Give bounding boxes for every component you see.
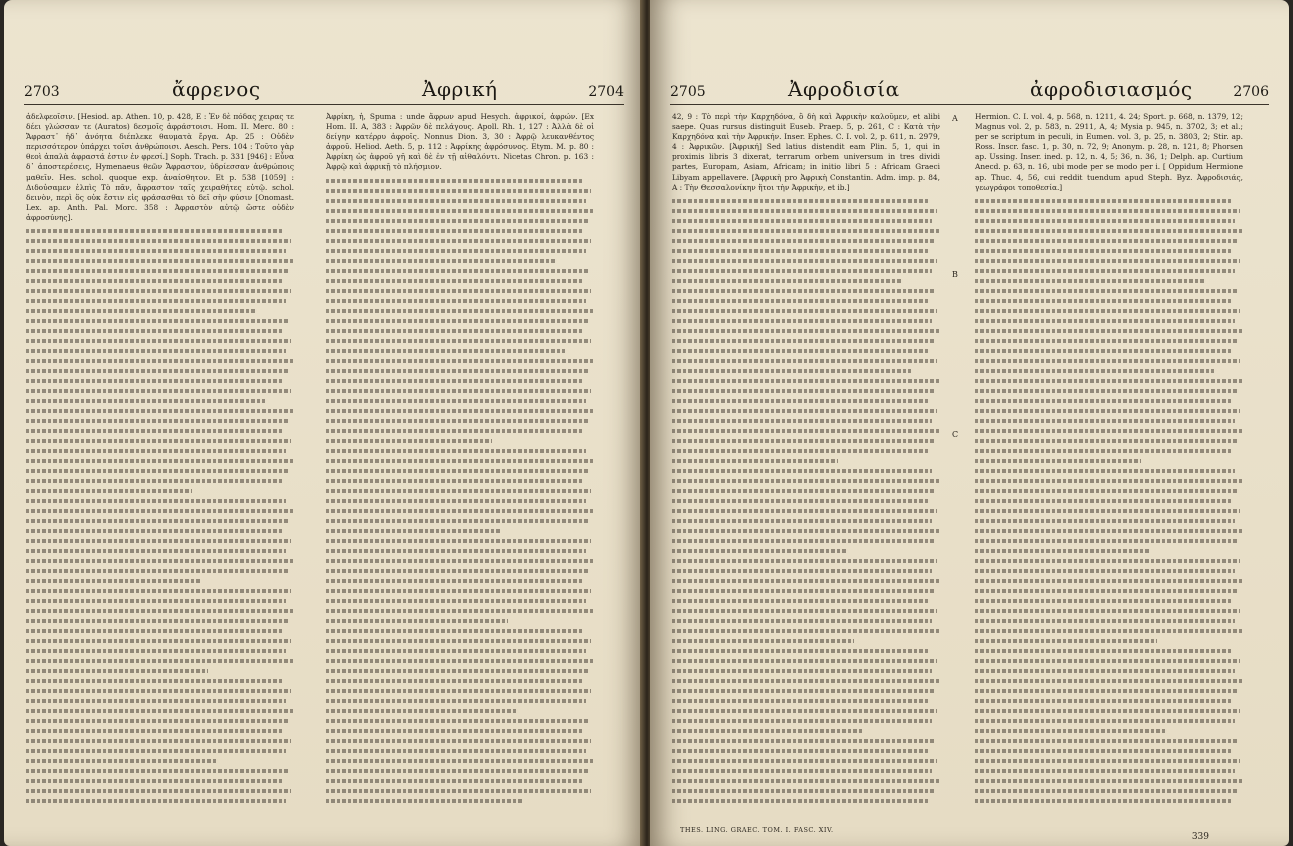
column-filler-lines (975, 199, 1243, 803)
text-line-placeholder (326, 649, 586, 653)
text-line-placeholder (975, 349, 1232, 353)
text-line-placeholder (672, 699, 929, 703)
text-line-placeholder (326, 339, 591, 343)
text-line-placeholder (26, 249, 286, 253)
text-line-placeholder (975, 479, 1243, 483)
text-line-placeholder (975, 579, 1243, 583)
text-line-placeholder (975, 629, 1243, 633)
text-line-placeholder (672, 269, 932, 273)
text-line-placeholder (975, 649, 1232, 653)
text-line-placeholder (326, 249, 586, 253)
text-line-placeholder (326, 259, 556, 263)
text-line-placeholder (326, 309, 594, 313)
text-line-placeholder (326, 749, 586, 753)
text-line-placeholder (975, 559, 1240, 563)
text-line-placeholder (26, 539, 291, 543)
text-line-placeholder (672, 739, 935, 743)
text-line-placeholder (326, 739, 591, 743)
text-line-placeholder (975, 449, 1232, 453)
text-line-placeholder (26, 609, 294, 613)
text-line-placeholder (26, 359, 294, 363)
text-line-placeholder (975, 529, 1243, 533)
text-line-placeholder (26, 669, 208, 673)
text-line-placeholder (26, 709, 294, 713)
column-filler-lines (26, 229, 294, 803)
text-line-placeholder (975, 619, 1235, 623)
text-line-placeholder (975, 489, 1238, 493)
text-line-placeholder (26, 519, 289, 523)
text-line-placeholder (326, 669, 589, 673)
text-line-placeholder (975, 369, 1214, 373)
text-line-placeholder (975, 219, 1235, 223)
text-line-placeholder (975, 719, 1235, 723)
text-line-placeholder (975, 749, 1232, 753)
text-line-placeholder (26, 699, 286, 703)
text-line-placeholder (975, 699, 1232, 703)
column-text: ἀδελφεοῖσιν. [Hesiod. ap. Athen. 10, p. 428, E : Ἐν δὲ πόδας χειρας τε δέει γλώσσαν τε (Auratos) δεσμοῖς ἀφράστοισι. Hom. II. Merc. 80 : Ἄφραστ᾽ ἠδ᾽ ἀνόητα διέπλεκε θαυματὰ ἔργα. Ap. 25 : Οὐδὲν περισσότερον ὑπάρχει τοῖσι ἀνθρώποισι. Aesch. Pers. 104 : Τοῦτο γὰρ θεοὶ ἀπαλὰ ἀφραστά ἐστιν ἐν φρεσί.] Soph. Trach. p. 331 [946] : Εὖνα δ᾽ ἀποστερέσεις, Hymenaeus θεῶν Ἄφραστον, ὑδρίεσσαν ἀνθρώποις μαθεῖν. Hes. schol. quoque exp. ἀναίσθητον. Et p. 538 [1059] : Διδοὐσαμεν ἐλπὶς Τὸ πᾶν, ἄφραστον ταῖς χειραθήτες εὐτῷ. schol. δεινὸν, περὶ ὅς οὐκ ἔστιν εἰς φράσασθαι τὸ δεῖ σὴν φύσιν [Onomast. Lex. ap. Anth. Pal. Morc. 358 : Ἀφραστὸν αὐτῷ ὥστε οὐδὲν ἀφροσύνης]. (26, 112, 294, 222)
text-line-placeholder (26, 409, 294, 413)
text-line-placeholder (975, 599, 1232, 603)
text-line-placeholder (326, 569, 589, 573)
text-line-placeholder (326, 689, 591, 693)
text-line-placeholder (26, 529, 283, 533)
text-line-placeholder (672, 259, 937, 263)
text-line-placeholder (26, 619, 289, 623)
section-marker: C (952, 430, 959, 439)
text-line-placeholder (672, 599, 929, 603)
text-line-placeholder (975, 659, 1240, 663)
text-line-placeholder (975, 799, 1232, 803)
text-line-placeholder (26, 399, 265, 403)
text-line-placeholder (26, 439, 291, 443)
text-line-placeholder (26, 229, 283, 233)
text-line-placeholder (26, 389, 291, 393)
text-line-placeholder (326, 179, 583, 183)
text-line-placeholder (326, 379, 583, 383)
text-line-placeholder (672, 469, 932, 473)
text-line-placeholder (326, 439, 492, 443)
text-line-placeholder (26, 279, 283, 283)
left-page-header (24, 78, 624, 105)
text-line-placeholder (326, 549, 586, 553)
text-line-placeholder (975, 769, 1235, 773)
text-line-placeholder (672, 389, 935, 393)
page-number-right: 2706 (1233, 84, 1269, 100)
text-line-placeholder (672, 479, 940, 483)
text-line-placeholder (26, 799, 286, 803)
text-line-placeholder (326, 619, 508, 623)
text-line-placeholder (975, 329, 1243, 333)
text-line-placeholder (326, 579, 583, 583)
text-line-placeholder (26, 759, 216, 763)
text-line-placeholder (672, 589, 935, 593)
text-line-placeholder (672, 769, 932, 773)
text-line-placeholder (672, 309, 937, 313)
text-line-placeholder (975, 549, 1149, 553)
text-line-placeholder (975, 299, 1232, 303)
text-line-placeholder (326, 629, 583, 633)
text-line-placeholder (326, 419, 589, 423)
text-line-placeholder (975, 459, 1141, 463)
text-line-placeholder (672, 559, 937, 563)
text-line-placeholder (975, 779, 1243, 783)
text-line-placeholder (672, 439, 935, 443)
column-text: 42, 9 : Τὸ περὶ τὴν Καρχηδόνα, ὃ δὴ καὶ Ἀφρικὴν καλοῦμεν, et alibi saepe. Quas rursus distinguit Euseb. Praep. 5, p. 261, C : Κατὰ τὴν Καρχηδόνα καὶ τὴν Ἀφρικήν. Inser. Ephes. C. I. vol. 2, p. 611, n. 2979, 4 : Ἀφρικῶν. [Ἀφρική] Sed latius distendit eam Plin. 5, 1, qui in proximis libris 3 dixerat, terrarum orbem universum in tres dividi partes, Europam, Asiam, Africam; in initio libri 5 : Africam Graeci Libyam appellavere. [Ἀφρικὴ pro Ἀφρικὴ Constantin. Adm. imp. p. 84, A : Τὴν Θεσσαλονίκην ἥτοι τὴν Ἀφρικὴν, et ib.] (672, 112, 940, 192)
text-line-placeholder (26, 739, 291, 743)
text-line-placeholder (26, 449, 286, 453)
text-line-placeholder (975, 639, 1157, 643)
text-line-placeholder (672, 229, 940, 233)
text-line-placeholder (975, 429, 1243, 433)
text-line-placeholder (326, 399, 586, 403)
text-line-placeholder (326, 449, 586, 453)
text-line-placeholder (326, 299, 586, 303)
text-line-placeholder (326, 589, 591, 593)
text-line-placeholder (326, 639, 591, 643)
text-line-placeholder (326, 349, 565, 353)
text-line-placeholder (326, 359, 594, 363)
text-line-placeholder (975, 289, 1238, 293)
text-line-placeholder (26, 639, 291, 643)
text-line-placeholder (326, 319, 589, 323)
text-line-placeholder (26, 309, 256, 313)
text-line-placeholder (975, 759, 1240, 763)
text-line-placeholder (26, 429, 283, 433)
text-line-placeholder (326, 559, 594, 563)
text-line-placeholder (672, 569, 932, 573)
text-line-placeholder (672, 619, 932, 623)
text-line-placeholder (975, 279, 1205, 283)
text-line-placeholder (975, 229, 1243, 233)
text-line-placeholder (326, 699, 586, 703)
text-line-placeholder (26, 349, 286, 353)
text-line-placeholder (672, 669, 932, 673)
text-line-placeholder (26, 569, 289, 573)
text-line-placeholder (672, 789, 935, 793)
column-filler-lines (326, 179, 594, 803)
text-line-placeholder (672, 659, 937, 663)
text-line-placeholder (26, 579, 200, 583)
column-filler-lines (672, 199, 940, 803)
right-column-c (672, 112, 940, 803)
text-line-placeholder (326, 369, 589, 373)
text-line-placeholder (672, 729, 862, 733)
text-line-placeholder (326, 469, 589, 473)
page-number-left: 2705 (670, 84, 706, 100)
text-line-placeholder (672, 359, 937, 363)
text-line-placeholder (975, 269, 1235, 273)
text-line-placeholder (26, 599, 286, 603)
text-line-placeholder (975, 359, 1240, 363)
text-line-placeholder (975, 239, 1238, 243)
text-line-placeholder (326, 459, 594, 463)
text-line-placeholder (326, 769, 589, 773)
text-line-placeholder (26, 659, 294, 663)
text-line-placeholder (672, 399, 929, 403)
text-line-placeholder (326, 599, 586, 603)
page-footer: THES. LING. GRAEC. TOM. I. FASC. XIV. (680, 826, 834, 834)
text-line-placeholder (326, 289, 591, 293)
text-line-placeholder (26, 719, 289, 723)
text-line-placeholder (26, 289, 291, 293)
text-line-placeholder (672, 629, 940, 633)
text-line-placeholder (975, 589, 1238, 593)
text-line-placeholder (672, 379, 940, 383)
text-line-placeholder (672, 539, 935, 543)
text-line-placeholder (326, 269, 589, 273)
text-line-placeholder (975, 409, 1240, 413)
text-line-placeholder (672, 369, 911, 373)
text-line-placeholder (326, 199, 586, 203)
left-column-a (26, 112, 294, 803)
headword-right: Ἀφρική (422, 77, 498, 101)
text-line-placeholder (26, 369, 289, 373)
text-line-placeholder (26, 339, 291, 343)
page-signature: 339 (1191, 832, 1209, 842)
text-line-placeholder (326, 389, 591, 393)
text-line-placeholder (975, 609, 1240, 613)
text-line-placeholder (672, 299, 929, 303)
text-line-placeholder (326, 219, 589, 223)
text-line-placeholder (26, 509, 294, 513)
text-line-placeholder (26, 499, 286, 503)
text-line-placeholder (672, 419, 932, 423)
text-line-placeholder (26, 679, 283, 683)
page-number-right: 2704 (588, 84, 624, 100)
text-line-placeholder (26, 419, 289, 423)
text-line-placeholder (26, 729, 283, 733)
text-line-placeholder (975, 499, 1232, 503)
text-line-placeholder (975, 789, 1238, 793)
text-line-placeholder (672, 509, 937, 513)
text-line-placeholder (26, 329, 283, 333)
text-line-placeholder (672, 799, 929, 803)
text-line-placeholder (26, 489, 192, 493)
text-line-placeholder (26, 459, 294, 463)
text-line-placeholder (326, 489, 591, 493)
text-line-placeholder (672, 339, 935, 343)
text-line-placeholder (326, 519, 589, 523)
text-line-placeholder (326, 499, 586, 503)
text-line-placeholder (672, 579, 940, 583)
text-line-placeholder (672, 549, 846, 553)
text-line-placeholder (326, 529, 500, 533)
text-line-placeholder (672, 219, 932, 223)
left-page (4, 0, 644, 846)
text-line-placeholder (975, 669, 1235, 673)
column-text: Hermion. C. I. vol. 4, p. 568, n. 1211, 4. 24; Sport. p. 668, n. 1379, 12; Magnus vol. 2, p. 583, n. 2911, A, 4; Mysia p. 945, n. 3702, 3; et al.; per se scriptum in peculi, in Eumen. vol. 3, p. 25, n. 3803, 2; Stir. ap. Ross. Inscr. fasc. 1, p. 30, n. 72, 9; Anonym. p. 28, n. 121, 8; Phorsen ap. Ussing. Inser. ined. p. 12, n. 4, 5; 36, n. 36, 1; Delph. ap. Curtium Anecd. p. 63, n. 16, ubi mode per se modo per i. [ Oppidum Hermione ap. Thuc. 4, 56, cui reddit tuendum apud Steph. Byz. Ἀφροδισιάς, γεωγράφοι τοποθεσία.] (975, 112, 1243, 192)
text-line-placeholder (26, 549, 286, 553)
text-line-placeholder (26, 379, 283, 383)
text-line-placeholder (672, 779, 940, 783)
text-line-placeholder (672, 679, 940, 683)
text-line-placeholder (26, 629, 283, 633)
text-line-placeholder (975, 249, 1232, 253)
text-line-placeholder (975, 399, 1232, 403)
left-column-b (326, 112, 594, 803)
text-line-placeholder (975, 569, 1235, 573)
text-line-placeholder (326, 759, 594, 763)
text-line-placeholder (672, 499, 929, 503)
text-line-placeholder (672, 529, 940, 533)
text-line-placeholder (975, 199, 1232, 203)
text-line-placeholder (326, 719, 589, 723)
text-line-placeholder (326, 239, 591, 243)
text-line-placeholder (326, 789, 591, 793)
text-line-placeholder (975, 539, 1238, 543)
text-line-placeholder (26, 749, 286, 753)
text-line-placeholder (672, 289, 935, 293)
text-line-placeholder (975, 439, 1238, 443)
text-line-placeholder (975, 689, 1238, 693)
text-line-placeholder (975, 509, 1240, 513)
text-line-placeholder (326, 409, 594, 413)
text-line-placeholder (975, 209, 1240, 213)
text-line-placeholder (975, 319, 1235, 323)
right-page (650, 0, 1289, 846)
text-line-placeholder (975, 309, 1240, 313)
text-line-placeholder (672, 319, 932, 323)
text-line-placeholder (672, 449, 929, 453)
text-line-placeholder (672, 349, 929, 353)
text-line-placeholder (326, 509, 594, 513)
text-line-placeholder (672, 329, 940, 333)
section-marker: B (952, 270, 958, 279)
text-line-placeholder (975, 679, 1243, 683)
text-line-placeholder (26, 689, 291, 693)
text-line-placeholder (26, 789, 291, 793)
text-line-placeholder (26, 319, 289, 323)
text-line-placeholder (326, 799, 524, 803)
text-line-placeholder (326, 279, 583, 283)
text-line-placeholder (326, 229, 583, 233)
text-line-placeholder (975, 739, 1238, 743)
text-line-placeholder (26, 779, 283, 783)
text-line-placeholder (975, 729, 1165, 733)
text-line-placeholder (326, 429, 583, 433)
text-line-placeholder (326, 679, 583, 683)
text-line-placeholder (975, 709, 1240, 713)
text-line-placeholder (672, 429, 940, 433)
text-line-placeholder (326, 209, 594, 213)
text-line-placeholder (326, 659, 594, 663)
text-line-placeholder (672, 719, 932, 723)
text-line-placeholder (326, 709, 516, 713)
right-page-header (670, 78, 1269, 105)
text-line-placeholder (672, 249, 929, 253)
text-line-placeholder (672, 459, 838, 463)
text-line-placeholder (672, 759, 937, 763)
text-line-placeholder (26, 559, 294, 563)
text-line-placeholder (26, 469, 289, 473)
text-line-placeholder (26, 649, 286, 653)
text-line-placeholder (326, 189, 591, 193)
text-line-placeholder (26, 769, 289, 773)
text-line-placeholder (672, 279, 902, 283)
headword-right: ἀφροδισιασμός (1030, 77, 1193, 101)
page-number-left: 2703 (24, 84, 60, 100)
text-line-placeholder (26, 259, 294, 263)
text-line-placeholder (326, 779, 583, 783)
section-marker: A (952, 114, 958, 123)
text-line-placeholder (672, 709, 937, 713)
text-line-placeholder (975, 339, 1238, 343)
text-line-placeholder (672, 649, 929, 653)
text-line-placeholder (26, 299, 286, 303)
text-line-placeholder (672, 639, 854, 643)
text-line-placeholder (26, 269, 289, 273)
text-line-placeholder (672, 199, 929, 203)
text-line-placeholder (672, 519, 932, 523)
text-line-placeholder (326, 729, 583, 733)
text-line-placeholder (26, 589, 291, 593)
text-line-placeholder (672, 239, 935, 243)
text-line-placeholder (672, 209, 937, 213)
text-line-placeholder (26, 479, 283, 483)
text-line-placeholder (975, 379, 1243, 383)
text-line-placeholder (326, 329, 583, 333)
text-line-placeholder (975, 259, 1240, 263)
right-column-d (975, 112, 1243, 803)
text-line-placeholder (975, 469, 1235, 473)
headword-left: Ἀφροδισία (788, 77, 900, 101)
text-line-placeholder (672, 749, 929, 753)
text-line-placeholder (26, 239, 291, 243)
text-line-placeholder (975, 519, 1235, 523)
text-line-placeholder (975, 419, 1235, 423)
text-line-placeholder (326, 539, 591, 543)
column-text: Ἀφρίκη, ἡ, Spuma : unde ἄφρων apud Hesych. ἀφρικοί, ἀφρών. [Ex Hom. II. A, 383 : Ἀφρῶν δὲ πελάγους. Apoll. Rh. 1, 127 : Ἀλλὰ δὲ οἱ δείγην κατέρρυ ἀφροῖς. Nonnus Dion. 3, 30 : Ἀφρῷ λευκανθέντος ἀφροῦ. Heliod. Aeth. 5, p. 112 : Ἀφρίκης ἀφρόσυνος. Etym. M. p. 80 : Ἀφρίκη ὡς ἀφροῦ γῆ καὶ δὲ ἐν τῇ αἰθαλόντι. Nicetas Chron. p. 163 : Ἀφρῷ καὶ ἀφρικῇ τὸ πλήσμιον. (326, 112, 594, 172)
headword-left: ἄφρενος (172, 77, 261, 101)
text-line-placeholder (326, 479, 583, 483)
text-line-placeholder (672, 609, 937, 613)
text-line-placeholder (672, 689, 935, 693)
text-line-placeholder (672, 409, 937, 413)
text-line-placeholder (975, 389, 1238, 393)
text-line-placeholder (326, 609, 594, 613)
text-line-placeholder (672, 489, 935, 493)
